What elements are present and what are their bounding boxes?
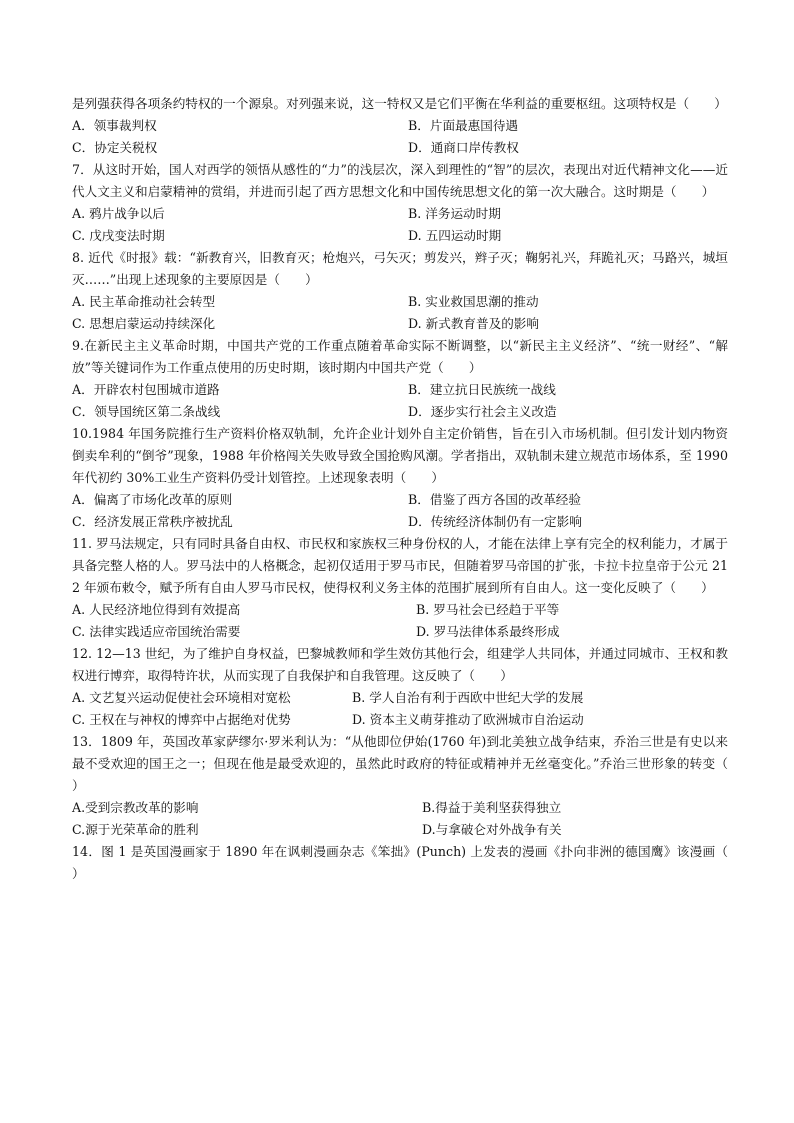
question-12-stem: 12. 12—13 世纪，为了维护自身权益，巴黎城教师和学生效仿其他行会，组建学人共同体，并通过同城市、王权和教权进行博弈，取得特许状，从而实现了自我保护和自我管理。这反映了（ ） <box>72 646 728 683</box>
option-b[interactable]: B．借鉴了西方各国的改革经验 <box>408 492 581 507</box>
question-6 <box>72 93 728 159</box>
question-12-options-row-2 <box>72 709 728 731</box>
option-c[interactable]: C．协定关税权 <box>72 140 158 155</box>
question-8-options-row-2 <box>72 313 728 335</box>
option-b[interactable]: B.得益于美利坚获得独立 <box>422 800 562 815</box>
option-d[interactable]: D. 新式教育普及的影响 <box>408 316 539 331</box>
question-6-stem: 是列强获得各项条约特权的一个源泉。对列强来说，这一特权又是它们平衡在华利益的重要枢纽。这项特权是（ ） <box>72 96 727 111</box>
question-9-options-row-1 <box>72 379 728 401</box>
question-6-options-row-2 <box>72 137 728 159</box>
option-a[interactable]: A．领事裁判权 <box>72 118 157 133</box>
option-c[interactable]: C. 王权在与神权的博弈中占据绝对优势 <box>72 712 291 727</box>
question-10-options-row-1 <box>72 489 728 511</box>
option-c[interactable]: C.源于光荣革命的胜利 <box>72 822 199 837</box>
option-a[interactable]: A. 民主革命推动社会转型 <box>72 294 216 309</box>
option-c[interactable]: C．领导国统区第二条战线 <box>72 404 221 419</box>
question-11-options-row-2 <box>72 621 728 643</box>
question-12 <box>72 643 728 731</box>
option-b[interactable]: B. 学人自治有利于西欧中世纪大学的发展 <box>352 690 584 705</box>
question-6-options-row-1 <box>72 115 728 137</box>
question-7-options-row-2 <box>72 225 728 247</box>
question-13-stem: 13．1809 年，英国改革家萨缪尔·罗米利认为：“从他即位伊始(1760 年)到北美独立战争结束，乔治三世是有史以来最不受欢迎的国王之一；但现在他是最受欢迎的，虽然此时政府的特征或精神并无丝毫变化。”乔治三世形象的转变（ ） <box>72 734 754 793</box>
option-c[interactable]: C. 戊戌变法时期 <box>72 228 165 243</box>
question-7-stem: 7．从这时开始，国人对西学的领悟从感性的“力”的浅层次，深入到理性的“智”的层次，表现出对近代精神文化——近代人文主义和启蒙精神的赏绢，并进而引起了西方思想文化和中国传统思想文化的第一次大融合。这时期是（ ） <box>72 162 728 199</box>
option-d[interactable]: D. 资本主义萌芽推动了欧洲城市自治运动 <box>352 712 584 727</box>
option-d[interactable]: D．通商口岸传教权 <box>408 140 519 155</box>
question-14-stem: 14．图 1 是英国漫画家于 1890 年在讽刺漫画杂志《笨拙》(Punch) 上发表的漫画《扑向非洲的德国鹰》该漫画（ ） <box>72 844 754 881</box>
option-a[interactable]: A. 鸦片战争以后 <box>72 206 165 221</box>
option-b[interactable]: B．片面最惠国待遇 <box>408 118 519 133</box>
question-8-options-row-1 <box>72 291 728 313</box>
option-b[interactable]: B．建立抗日民族统一战线 <box>408 382 556 397</box>
option-c[interactable]: C．经济发展正常秩序被扰乱 <box>72 514 233 529</box>
question-7 <box>72 159 728 247</box>
option-a[interactable]: A.受到宗教改革的影响 <box>72 800 199 815</box>
exam-page <box>72 93 754 885</box>
option-c[interactable]: C. 思想启蒙运动持续深化 <box>72 316 216 331</box>
question-8 <box>72 247 728 335</box>
option-d[interactable]: D．逐步实行社会主义改造 <box>408 404 557 419</box>
question-7-options-row-1 <box>72 203 728 225</box>
question-10-stem: 10.1984 年国务院推行生产资料价格双轨制，允许企业计划外自主定价销售，旨在引入市场机制。但引发计划内物资倒卖牟利的“倒爷”现象，1988 年价格闯关失败导致全国抢购风潮。学者指出，双轨制未建立规范市场体系，至 1990 年代初约 30%工业生产资料仍受计划管控。上述现象表明（ ） <box>72 426 728 485</box>
option-b[interactable]: B. 洋务运动时期 <box>408 206 501 221</box>
question-8-stem: 8. 近代《时报》载：“新教育兴，旧教育灭；枪炮兴，弓矢灭；剪发兴，辫子灭；鞠躬礼兴，拜跪礼灭；马路兴，城垣灭……”出现上述现象的主要原因是（ ） <box>72 250 728 287</box>
question-9-options-row-2 <box>72 401 728 423</box>
option-a[interactable]: A．开辟农村包围城市道路 <box>72 382 220 397</box>
option-a[interactable]: A. 人民经济地位得到有效提高 <box>72 602 241 617</box>
question-11 <box>72 533 728 643</box>
question-13-options-row-2 <box>72 819 728 841</box>
question-13-options-row-1 <box>72 797 728 819</box>
option-a[interactable]: A．偏离了市场化改革的原则 <box>72 492 233 507</box>
question-13 <box>72 731 754 841</box>
option-d[interactable]: D. 罗马法律体系最终形成 <box>416 624 560 639</box>
option-a[interactable]: A. 文艺复兴运动促使社会环境相对宽松 <box>72 690 291 705</box>
question-10 <box>72 423 728 533</box>
question-11-options-row-1 <box>72 599 728 621</box>
option-d[interactable]: D．传统经济体制仍有一定影响 <box>408 514 582 529</box>
question-14 <box>72 841 754 885</box>
question-9 <box>72 335 728 423</box>
option-c[interactable]: C. 法律实践适应帝国统治需要 <box>72 624 241 639</box>
option-d[interactable]: D.与拿破仑对外战争有关 <box>422 822 562 837</box>
question-11-stem: 11. 罗马法规定，只有同时具备自由权、市民权和家族权三种身份权的人，才能在法律上享有完全的权利能力，才属于具备完整人格的人。罗马法中的人格概念，起初仅适用于罗马市民，但随着罗马帝国的扩张，卡拉卡拉皇帝于公元 212 年颁布敕令，赋予所有自由人罗马市民权，使得权利义务主体的范围扩展到所有自由人。这一变化反映了（ ） <box>72 536 728 595</box>
question-12-options-row-1 <box>72 687 728 709</box>
question-9-stem: 9.在新民主主义革命时期，中国共产党的工作重点随着革命实际不断调整，以“新民主主义经济”、“统一财经”、“解放”等关键词作为工作重点使用的历史时期，该时期内中国共产党（ ） <box>72 338 728 375</box>
option-b[interactable]: B. 实业救国思潮的推动 <box>408 294 539 309</box>
question-10-options-row-2 <box>72 511 728 533</box>
option-d[interactable]: D. 五四运动时期 <box>408 228 502 243</box>
option-b[interactable]: B. 罗马社会已经趋于平等 <box>416 602 560 617</box>
